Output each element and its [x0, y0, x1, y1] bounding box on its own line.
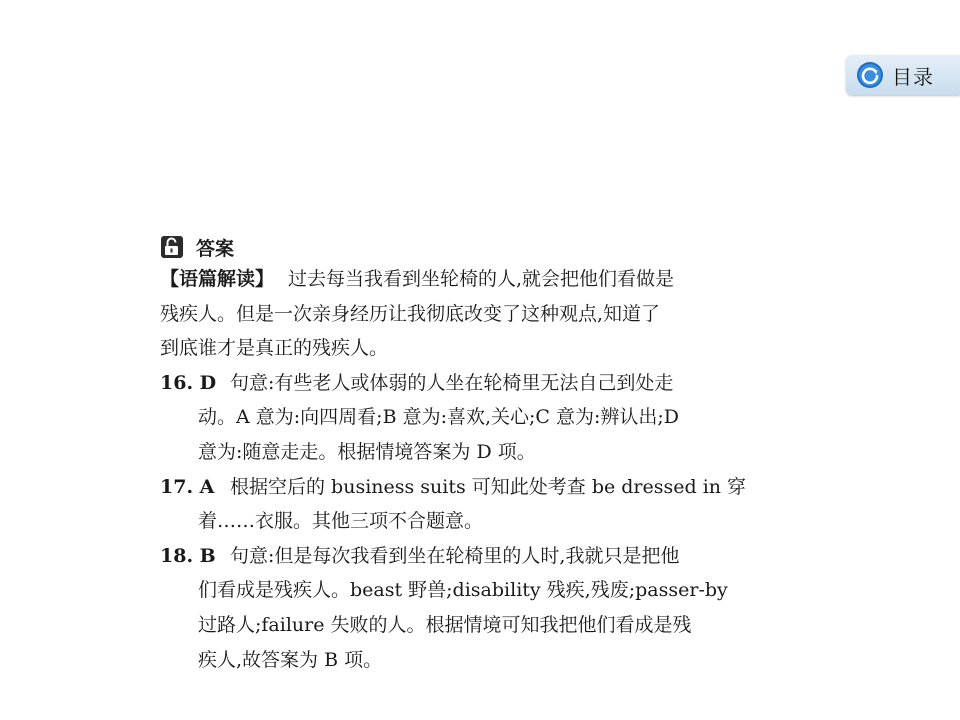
intro-line-3: 到底谁才是真正的残疾人。 — [160, 337, 389, 360]
item-16-line-3: 意为:随意走走。根据情境答案为 D 项。 — [198, 440, 536, 463]
toc-label: 目录 — [892, 64, 934, 89]
answer-heading: 答案 — [196, 237, 235, 260]
item-16-number: 16. D — [160, 371, 217, 394]
item-17-text: 根据空后的 business suits 可知此处考查 be dressed in 穿 — [230, 475, 747, 498]
item-18-line-2: 们看成是残疾人。beast 野兽;disability 残疾,残废;passer-by — [198, 579, 728, 602]
item-16-line-2: 动。A 意为:向四周看;B 意为:喜欢,关心;C 意为:辨认出;D — [198, 406, 680, 429]
item-18-number: 18. B — [160, 544, 216, 567]
intro-line-1 — [160, 262, 800, 297]
toc-button[interactable] — [846, 55, 960, 95]
answer-section — [160, 232, 800, 677]
item-18-line-1 — [160, 539, 800, 574]
intro-text: 过去每当我看到坐轮椅的人,就会把他们看做是 — [288, 268, 675, 290]
open-lock-icon — [160, 235, 184, 259]
item-17-line-2: 着……衣服。其他三项不合题意。 — [198, 510, 484, 533]
item-17-line-1 — [160, 470, 800, 505]
item-18-line-4: 疾人,故答案为 B 项。 — [198, 648, 383, 671]
intro-line-2: 残疾人。但是一次亲身经历让我彻底改变了这种观点,知道了 — [160, 302, 661, 325]
item-18-line-3: 过路人;failure 失败的人。根据情境可知我把他们看成是残 — [198, 613, 692, 636]
item-16-text: 句意:有些老人或体弱的人坐在轮椅里无法自己到处走 — [230, 371, 674, 394]
item-17-number: 17. A — [160, 475, 215, 498]
item-18-text: 句意:但是每次我看到坐在轮椅里的人时,我就只是把他 — [230, 544, 680, 567]
circular-arrow-icon — [856, 61, 884, 89]
intro-label: 【语篇解读】 — [160, 268, 275, 290]
item-16-line-1 — [160, 366, 800, 401]
answer-header — [160, 232, 800, 262]
